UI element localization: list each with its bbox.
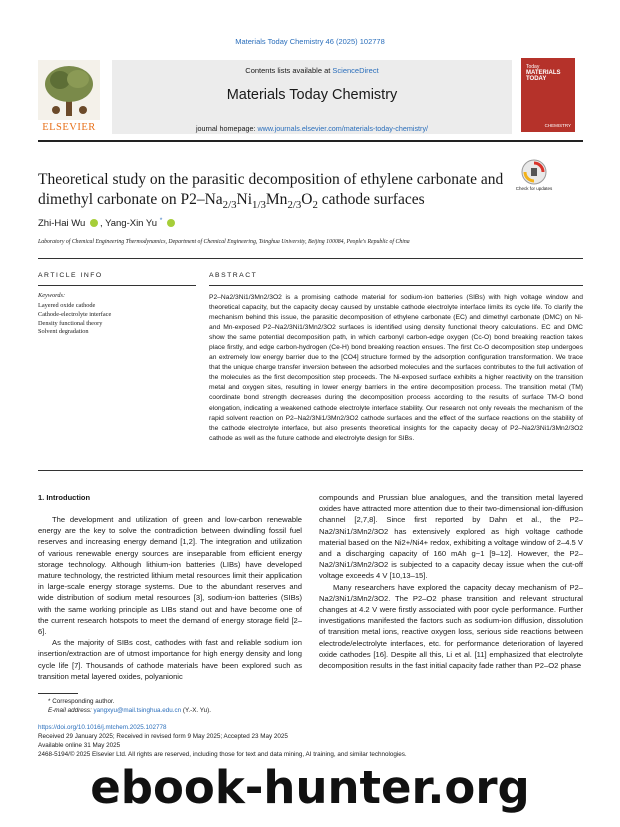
keyword-item: Solvent degradation [38,328,89,336]
journal-citation[interactable]: Materials Today Chemistry 46 (2025) 102778 [235,37,385,46]
doi-link[interactable]: https://doi.org/10.1016/j.mtchem.2025.102778 [38,724,167,731]
article-title: Theoretical study on the parasitic decomposition of ethylene carbonate and dimethyl carbonate on $P2-Na_{2/3}Ni_{1/3}Mn_{2/3}O_2$ cathode surfaces [38,171,504,212]
divider [38,470,583,471]
paragraph: Many researchers have explored the capacity decay mechanism of P2–Na2/3Ni1/3Mn2/3O2. The P2–O2 phase transition and relevant structural changes at 4.2 V were firstly associated with poor cycle performance. Further investigations manifested the factors such as sodium-ion diffusion, dissolution of transition metal ions, reactive oxygen loss, serious side reactions between electrode/electrolyte interfaces, etc. for performance deterioration of layered oxide cathodes [16]. Despite all this, Li et al. [11] emphasized that electrolyte decomposition results in the fast initial capacity fade rather than P2–O2 phase [319,582,583,671]
abstract-text: P2–Na2/3Ni1/3Mn2/3O2 is a promising cathode material for sodium-ion batteries (SIBs) with high voltage window and theoretical capacity, but the capacity decay caused by unstable cathode electrolyte interface limits its cycle life. To clarify the mechanism behind this issue, the parasitic decomposition of ethylene carbonate (EC) and dimethyl carbonate (DMC) on Ni- and Mn-exposed P2–Na2/3Ni1/3Mn2/3O2 surfaces is identified using density functional theory calculations. EC and DMC show the same potential decomposition path, in which carbonyl carbon-edge oxygen (Cc-O) bond breaking reaction takes place firstly, and edge carbon-hydrogen (Ce-H) bond breaking reaction ensues. The first Cc-O decomposition step undergoes an extremely low energy barrier due to the [CO4] structure formed by the adsorption configuration transformation. We trace that the unique charge transfer inversion between the adsorbed molecules and the surfaces contributes to the full activation of the molecules as the first decomposition step proceeds. The Ni-exposed surface exhibits a higher reactivity on the transition metal and oxygen sites, resulting in lower energy barriers in the entire decomposition process. The transition metal (TM) coordinate bond strength decreases during the decomposition process according to the results of surface TM-O bond elongation, indicating a weakened cathode electrolyte interface stability. Our research not only reveals the mechanism of the rapid solvent reaction on P2–Na2/3Ni1/3Mn2/3O2 cathode surfaces and the effect of the surface reactions on the stability of the cathode electrolyte interface, but also presents theoretical insights for the capacity decay of P2–Na2/3Ni1/3Mn2/3O2 cathode as well as the future cathode and electrolyte design for SIBs. [209,294,583,442]
contents-prefix: Contents lists available at [245,66,333,75]
available-online: Available online 31 May 2025 [38,742,121,749]
received-dates: Received 29 January 2025; Received in revised form 9 May 2025; Accepted 23 May 2025 [38,733,288,740]
journal-homepage [112,124,512,133]
author-name[interactable]: Zhi-Hai Wu [38,218,86,230]
publisher-name: ELSEVIER [42,122,96,133]
email-suffix: (Y.-X. Yu). [181,707,211,714]
abstract-heading: ABSTRACT [209,272,258,279]
paragraph: As the majority of SIBs cost, cathodes with fast and reliable sodium ion insertion/extraction are of utmost importance for high energy density and long cycle life [7]. Thousands of cathode materials have been explored such as transition metal layered oxides, polyanionic [38,638,302,681]
author-list: Zhi-Hai Wu , Yang-Xin Yu * [38,217,177,229]
title-line1: Theoretical study on the parasitic decomposition of ethylene carbonate and [38,171,504,188]
cover-subtitle: CHEMISTRY [544,123,571,128]
email-label: E-mail address: [48,707,94,714]
affiliation: Laboratory of Chemical Engineering Thermodynamics, Department of Chemical Engineering, Tsinghua University, Beijing 100084, People's Republic of China [38,239,410,245]
homepage-link[interactable]: www.journals.elsevier.com/materials-today-chemistry/ [257,124,429,133]
divider [38,285,196,286]
corresponding-note: * Corresponding author. [48,698,115,705]
paragraph: compounds and Prussian blue analogues, and the transition metal layered oxides have attracted more attention due to their two-dimensional ion-diffusion channel [2,7,8]. Since first reported by Dahn et al., the P2–Na2/3Ni1/3Mn2/3O2 has extensively explored as high voltage cathode material based on the Ni2+/Ni4+ redox, exhibiting a voltage window of 2–4.5 V and a discharging capacity of 160 mAh g−1 [9–12]. However, the P2–Na2/3Ni1/3Mn2/3O2 is subjected to a capacity decay issue when the cut-off voltage exceeds 4 V [10,13–15]. [319,493,583,581]
divider [38,258,583,259]
body-column-right [319,492,583,671]
check-for-updates-label[interactable]: Check for updates [515,186,553,191]
orcid-icon[interactable] [90,219,98,227]
body-column-left [38,514,302,682]
keyword-item: Density functional theory [38,319,103,327]
journal-cover-thumbnail [521,58,575,132]
keywords-label: Keywords: [38,292,66,299]
section-heading: 1. Introduction [38,493,91,502]
divider [209,285,583,286]
homepage-prefix: journal homepage: [195,124,258,133]
sciencedirect-link[interactable]: ScienceDirect [332,66,379,75]
keyword-list [38,302,111,337]
corresponding-mark[interactable]: * [159,217,163,224]
author-name[interactable]: Yang-Xin Yu [105,218,158,230]
orcid-icon[interactable] [167,219,175,227]
title-line2-suffix: cathode surfaces [317,191,425,208]
contents-line [112,66,512,75]
keyword-item: Layered oxide cathode [38,302,96,309]
email-link[interactable]: yangxyu@mail.tsinghua.edu.cn [93,707,182,714]
check-for-updates-icon[interactable] [520,158,548,186]
keyword-item: Cathode-electrolyte interface [38,310,112,318]
email-line [48,707,211,714]
watermark: ebook-hunter.org [90,761,530,814]
title-line2-prefix: dimethyl carbonate on P2–Na [38,191,223,208]
footnote-rule [38,693,78,694]
header-rule [38,140,583,142]
cover-title: MATERIALS TODAY [526,70,561,82]
copyright: 2468-5194/© 2025 Elsevier Ltd. All rights are reserved, including those for text and data mining, AI training, and similar technologies. [38,751,407,758]
cover-small-text: Today [526,64,540,70]
journal-title: Materials Today Chemistry [226,87,398,103]
paragraph: The development and utilization of green and low-carbon renewable energy are the key to solve the contradiction between dwindling fossil fuel reserves and increasing energy demand [1,2]. The integration and utilization of various renewable energy sources are inseparable from efficient energy storage technology. Although lithium-ion batteries (LIBs) have developed mature technology, the restricted lithium metal resources limit their application in large-scale energy storage systems. Due to the abundant reserves and wide distribution of sodium metal resources [3], sodium-ion batteries (SIBs) with the same working principle as LIBs stand out and have become one of the current research hotspots to meet the demand of energy storage field [2–6]. [38,515,302,637]
article-info-heading: ARTICLE INFO [38,272,103,279]
